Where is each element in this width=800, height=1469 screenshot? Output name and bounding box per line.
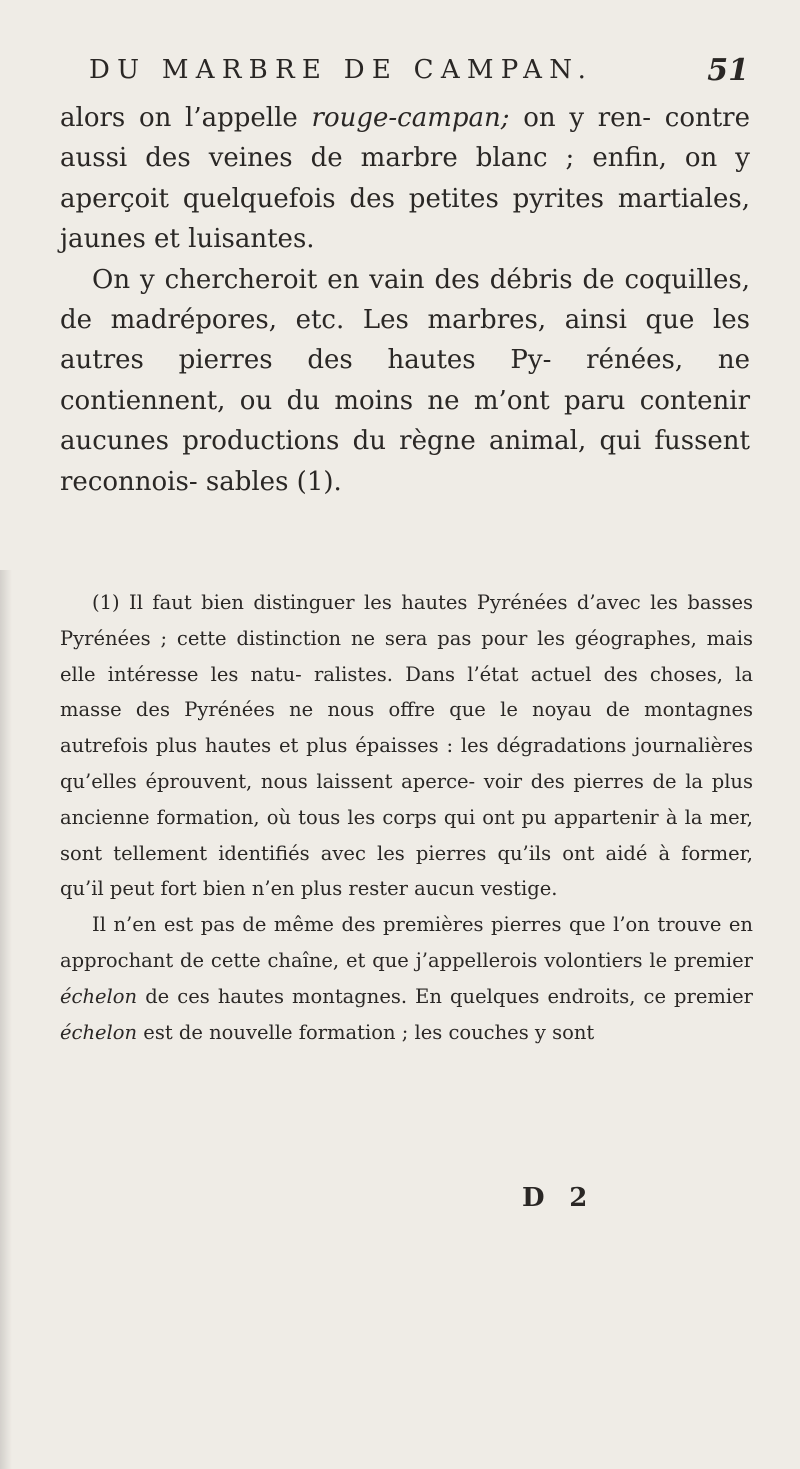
footnote-p2-d: échelon: [60, 1020, 138, 1044]
footnote-p2-c: de ces hautes montagnes. En quelques endroits, ce premier: [137, 984, 753, 1008]
main-text: [60, 98, 750, 502]
footnote-p2-b: échelon: [60, 984, 138, 1008]
main-p1-italic: rouge-campan;: [311, 103, 510, 133]
page-number: 51: [707, 52, 749, 88]
footnote-p2-a: Il n’en est pas de même des premières pierres que l’on trouve en approchant de cette chaîne, et que j’appellerois volontiers le premier: [60, 913, 753, 972]
main-paragraph-1: [60, 98, 750, 260]
signature-mark: D 2: [522, 1183, 596, 1213]
main-p1-after: on y ren- contre aussi des veines de marbre blanc ; enfin, on y aperçoit quelquefois des petites pyrites martiales, jaunes et luisantes.: [60, 103, 750, 255]
main-p1-before: alors on l’appelle: [60, 103, 312, 133]
footnote-paragraph-1: (1) Il faut bien distinguer les hautes Pyrénées d’avec les basses Pyrénées ; cette distinction ne sera pas pour les géographes, mais elle intéresse les natu- ralistes. Dans l’état actuel des choses, la masse des Pyrénées ne nous offre que le noyau de montagnes autrefois plus hautes et plus épaisses : les dégradations journalières qu’elles éprouvent, nous laissent aperce- voir des pierres de la plus ancienne formation, où tous les corps qui ont pu appartenir à la mer, sont tellement identifiés avec les pierres qu’ils ont aidé à former, qu’il peut fort bien n’en plus rester aucun vestige.: [60, 591, 753, 901]
running-head-title: DU MARBRE DE CAMPAN.: [89, 55, 594, 85]
footnote-p2-e: est de nouvelle formation ; les couches y sont: [137, 1020, 595, 1044]
main-paragraph-2: On y chercheroit en vain des débris de coquilles, de madrépores, etc. Les marbres, ainsi que les autres pierres des hautes Py- rénées, ne contiennent, ou du moins ne m’ont paru contenir aucunes productions du règne animal, qui fussent reconnois- sables (1).: [60, 264, 750, 497]
page-edge-shadow: [0, 570, 12, 1469]
footnote-paragraph-2: [60, 907, 753, 1050]
footnote: [60, 585, 753, 1050]
running-head: [89, 50, 749, 90]
